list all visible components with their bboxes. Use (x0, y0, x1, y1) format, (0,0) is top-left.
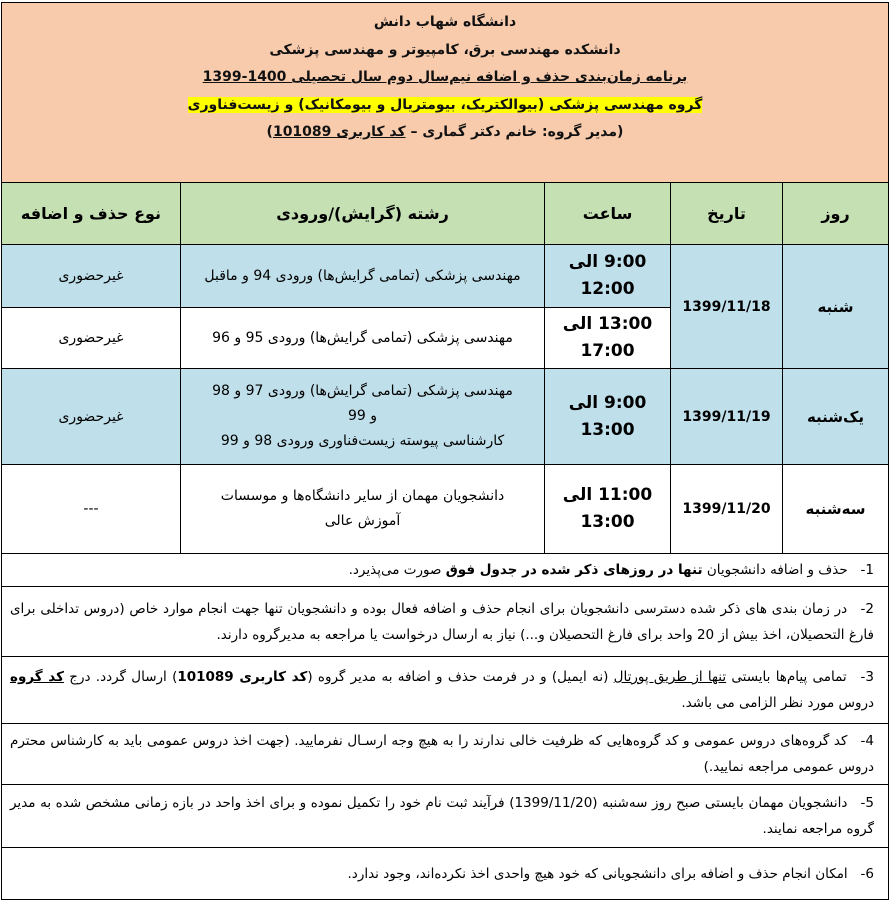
group-title (2, 92, 888, 120)
manager-user-code: کد کاربری 101089 (272, 124, 406, 140)
time-cell (545, 245, 671, 308)
major-cell (181, 245, 545, 308)
type-cell: غیرحضوری (1, 308, 180, 369)
note-4 (1, 724, 888, 785)
note-6 (1, 848, 888, 900)
date-cell: 1399/11/18 (671, 245, 783, 369)
major-line: دانشجویان مهمان از سایر دانشگاه‌ها و موسسات (220, 488, 505, 504)
time-start: 13:00 الی (562, 314, 653, 334)
note-row (1, 848, 888, 900)
note-text: تمامی پیام‌ها بایستی (726, 669, 847, 685)
major-line: مهندسی پزشکی (تمامی گرایش‌ها) ورودی 94 و ماقبل (204, 267, 521, 284)
column-header-row (1, 183, 888, 245)
type-cell: --- (1, 465, 180, 554)
major-cell (181, 308, 545, 369)
type-cell: غیرحضوری (1, 369, 180, 465)
day-cell: شنبه (783, 245, 889, 369)
manager-prefix: (مدیر گروه: خانم دکتر گماری – (405, 124, 624, 140)
major-cell (181, 369, 545, 465)
university-name: دانشگاه شهاب دانش (373, 14, 517, 30)
table-row (1, 245, 888, 308)
note-2 (1, 587, 888, 657)
time-cell (545, 369, 671, 465)
note-text: در زمان بندی های ذکر شده دسترسی دانشجویان برای انجام حذف و اضافه فعال بوده و دانشجویان تنها جهت انجام موارد خاص (دروس تداخلی برای فارغ التحصیلان، اخذ بیش از 20 واحد برای فارغ التحصیلان و...) نیاز به ارسال درخواست یا مراجعه به مدیرگروه دارند. (9, 600, 874, 643)
note-number: 5- (860, 795, 875, 811)
note-row (1, 785, 888, 848)
note-text: حذف و اضافه دانشجویان (702, 562, 848, 578)
major-line: و 99 (347, 408, 378, 424)
note-text: کد گروه‌های دروس عمومی و کد گروه‌هایی که ظرفیت خالی ندارند را به هیچ وجه ارسـال نفرمایید. (جهت اخذ دروس عمومی باید به کارشناس محترم دروس عمومی مراجعه نمایید.) (9, 733, 874, 775)
time-start: 11:00 الی (562, 485, 653, 505)
group-title-text: گروه مهندسی پزشکی (بیوالکتریک، بیومتریال و بیومکانیک) و زیست‌فناوری (187, 96, 703, 113)
major-line: کارشناسی پیوسته زیست‌فناوری ورودی 98 و 99 (220, 433, 505, 449)
time-cell (545, 465, 671, 554)
schedule-document (2, 2, 889, 900)
col-major: رشته (گرایش)/ورودی (181, 183, 545, 245)
time-start: 9:00 الی (568, 252, 647, 272)
time-end: 17:00 (580, 341, 635, 361)
header-block (1, 3, 888, 183)
time-end: 13:00 (580, 419, 635, 440)
note-1 (1, 554, 888, 587)
major-cell (181, 465, 545, 554)
major-line: آموزش عالی (324, 513, 401, 529)
note-underlined: تنها از طریق پورتال (613, 669, 727, 685)
program-title (2, 64, 888, 92)
note-number: 1- (860, 562, 874, 578)
note-number: 4- (860, 733, 874, 749)
date-cell: 1399/11/20 (671, 465, 783, 554)
note-text: دانشجویان مهمان بایستی صبح روز سه‌شنبه (1399/11/20) فرآیند ثبت نام خود را تکمیل نموده و برای اخذ واحد در بازه زمانی مشخص شده به مدیر گروه مراجعه نمایند. (9, 795, 874, 837)
table-row (1, 369, 888, 465)
time-start: 9:00 الی (568, 392, 647, 413)
note-text: صورت می‌پذیرد. (348, 562, 446, 578)
program-title-text: برنامه زمان‌بندی حذف و اضافه نیم‌سال دوم سال تحصیلی 1400-1399 (202, 69, 688, 85)
col-day: روز (783, 183, 889, 245)
col-type: نوع حذف و اضافه (1, 183, 180, 245)
note-3 (1, 657, 888, 724)
note-row (1, 657, 888, 724)
time-cell (545, 308, 671, 369)
faculty-name: دانشکده مهندسی برق، کامپیوتر و مهندسی پزشکی (269, 41, 621, 58)
schedule-table (1, 2, 889, 900)
note-emphasis: کد گروه (9, 669, 64, 685)
note-number: 3- (860, 669, 874, 685)
table-row (1, 465, 888, 554)
type-cell: غیرحضوری (1, 245, 180, 308)
date-cell: 1399/11/19 (671, 369, 783, 465)
major-line: مهندسی پزشکی (تمامی گرایش‌ها) ورودی 95 و 96 (212, 329, 513, 346)
note-text: ) ارسال گردد. درج (63, 669, 178, 685)
note-emphasis: کد کاربری 101089 (177, 669, 308, 685)
day-cell: یک‌شنبه (783, 369, 889, 465)
manager-info (2, 119, 888, 147)
time-end: 12:00 (580, 279, 635, 299)
note-text: (نه ایمیل) و در فرمت حذف و اضافه به مدیر گروه ( (307, 669, 614, 685)
note-number: 2- (860, 600, 874, 617)
time-end: 13:00 (580, 512, 635, 532)
note-row (1, 587, 888, 657)
note-row (1, 724, 888, 785)
note-text: دروس مورد نظر الزامی می باشد. (681, 695, 874, 711)
major-line: مهندسی پزشکی (تمامی گرایش‌ها) ورودی 97 و 98 (212, 383, 513, 399)
col-date: تاریخ (671, 183, 783, 245)
note-row (1, 554, 888, 587)
note-5 (1, 785, 888, 848)
note-text: امکان انجام حذف و اضافه برای دانشجویانی که خود هیچ واحدی اخذ نکرده‌اند، وجود ندارد. (347, 865, 848, 882)
note-number: 6- (860, 865, 874, 882)
day-cell: سه‌شنبه (783, 465, 889, 554)
manager-suffix: ) (266, 124, 273, 140)
col-time: ساعت (545, 183, 671, 245)
note-emphasis: تنها در روزهای ذکر شده در جدول فوق (445, 562, 703, 578)
